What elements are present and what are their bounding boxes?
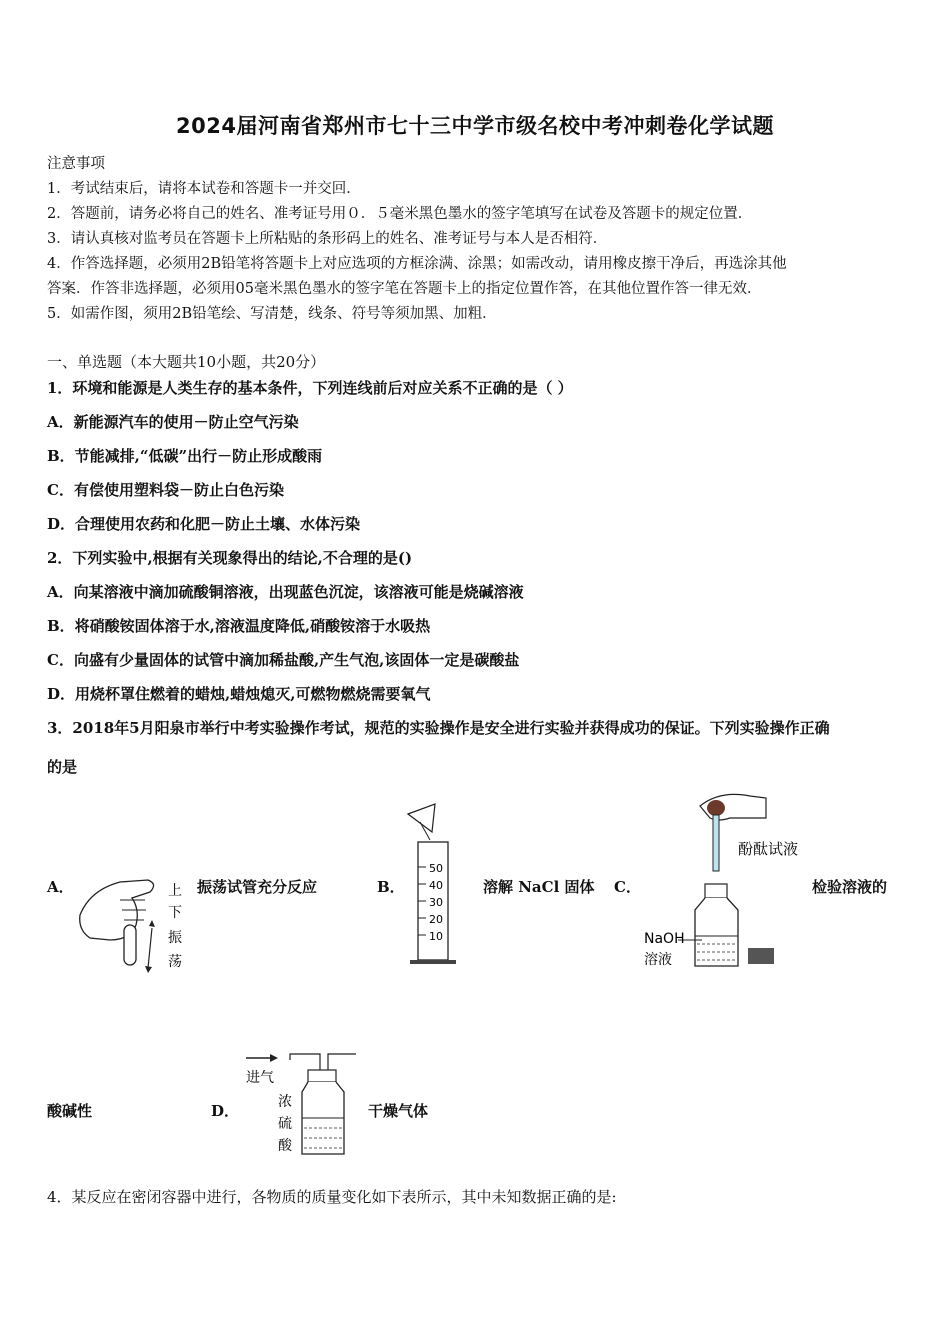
q3-option-d-label: D． <box>211 1102 240 1120</box>
q2-option-c: C．向盛有少量固体的试管中滴加稀盐酸,产生气泡,该固体一定是碳酸盐 <box>47 651 520 669</box>
cylinder-tick: 50 <box>429 862 443 875</box>
notice-item: 答案．作答非选择题，必须用05毫米黑色墨水的签字笔在答题卡上的指定位置作答，在其他位置作答一律无效． <box>47 281 762 297</box>
q3-option-c-text-cont: 酸碱性 <box>47 1102 93 1120</box>
q3-option-a-text: 振荡试管充分反应 <box>197 878 318 896</box>
arrow-up-icon <box>149 920 155 927</box>
q2-option-d: D．用烧杯罩住燃着的蜡烛,蜡烛熄灭,可燃物燃烧需要氧气 <box>47 685 431 703</box>
q2-stem: 2．下列实验中,根据有关现象得出的结论,不合理的是() <box>47 549 413 567</box>
q1-stem: 1．环境和能源是人类生存的基本条件，下列连线前后对应关系不正确的是（ ） <box>47 379 573 397</box>
q3-option-b-label: B． <box>377 878 405 896</box>
fig-a-label-up: 上 <box>168 883 182 899</box>
q3-stem-cont: 的是 <box>47 758 78 776</box>
fig-d-acid-label2: 硫 <box>278 1116 292 1132</box>
section-heading: 一、单选题（本大题共10小题，共20分） <box>47 353 326 371</box>
notice-heading: 注意事项 <box>47 156 105 172</box>
fig-d-acid-label: 浓 <box>278 1094 292 1110</box>
q1-option-d: D．合理使用农药和化肥－防止土壤、水体污染 <box>47 515 361 533</box>
dropper-bulb <box>707 800 725 816</box>
arrow-down-icon <box>145 966 152 973</box>
bottle-stopper <box>748 948 774 964</box>
notice-item: 3．请认真核对监考员在答题卡上所粘贴的条形码上的姓名、准考证号与本人是否相符． <box>47 231 608 247</box>
cylinder-tick: 20 <box>429 913 443 926</box>
fig-d-inlet-label: 进气 <box>246 1070 274 1086</box>
q3-stem: 3．2018年5月阳泉市举行中考实验操作考试，规范的实验操作是安全进行实验并获得成功的保证。下列实验操作正确 <box>47 719 830 737</box>
fig-a-label-shake: 振 <box>168 930 182 946</box>
shake-test-tube-figure <box>70 870 195 975</box>
q1-option-c: C．有偿使用塑料袋－防止白色污染 <box>47 481 284 499</box>
notice-item: 5．如需作图，须用2B铅笔绘、写清楚，线条、符号等须加黑、加粗． <box>47 306 497 322</box>
fig-c-indicator-label: 酚酞试液 <box>738 840 799 858</box>
fig-a-label-shake2: 荡 <box>168 954 182 970</box>
q3-option-c-label: C． <box>614 878 641 896</box>
cylinder-tick: 40 <box>429 879 443 892</box>
fig-c-solution-label: 溶液 <box>644 952 672 968</box>
q3-option-c-text: 检验溶液的 <box>812 878 888 896</box>
q3-option-a-label: A． <box>47 878 74 896</box>
q2-option-b: B．将硝酸铵固体溶于水,溶液温度降低,硝酸铵溶于水吸热 <box>47 617 431 635</box>
gas-washing-bottle-figure <box>240 1048 360 1160</box>
notice-item: 4．作答选择题，必须用2B铅笔将答题卡上对应选项的方框涂满、涂黑；如需改动，请用橡皮擦干净后，再选涂其他 <box>47 256 787 272</box>
q2-option-a: A．向某溶液中滴加硫酸铜溶液，出现蓝色沉淀，该溶液可能是烧碱溶液 <box>47 583 524 601</box>
q3-option-b-text: 溶解 NaCl 固体 <box>483 878 595 896</box>
notice-item: 1．考试结束后，请将本试卷和答题卡一并交回． <box>47 181 361 197</box>
graduated-cylinder-figure <box>400 802 465 967</box>
page-title: 2024届河南省郑州市七十三中学市级名校中考冲刺卷化学试题 <box>176 114 774 138</box>
q4-stem: 4．某反应在密闭容器中进行，各物质的质量变化如下表所示，其中未知数据正确的是: <box>47 1188 617 1206</box>
q1-option-a: A．新能源汽车的使用－防止空气污染 <box>47 413 299 431</box>
arrow-right-icon <box>270 1054 278 1062</box>
q1-option-b: B．节能减排,“低碳”出行－防止形成酸雨 <box>47 447 323 465</box>
cylinder-tick: 30 <box>429 896 443 909</box>
cylinder-tick: 10 <box>429 930 443 943</box>
fig-d-acid-label3: 酸 <box>278 1138 292 1154</box>
fig-a-label-down: 下 <box>168 905 182 921</box>
q3-option-d-text: 干燥气体 <box>368 1102 429 1120</box>
notice-item: 2．答题前，请务必将自己的姓名、准考证号用０．５毫米黑色墨水的签字笔填写在试卷及答题卡的规定位置． <box>47 206 753 222</box>
fig-c-naoh-label: NaOH <box>644 931 685 947</box>
dropper-bottle-figure <box>640 788 815 973</box>
